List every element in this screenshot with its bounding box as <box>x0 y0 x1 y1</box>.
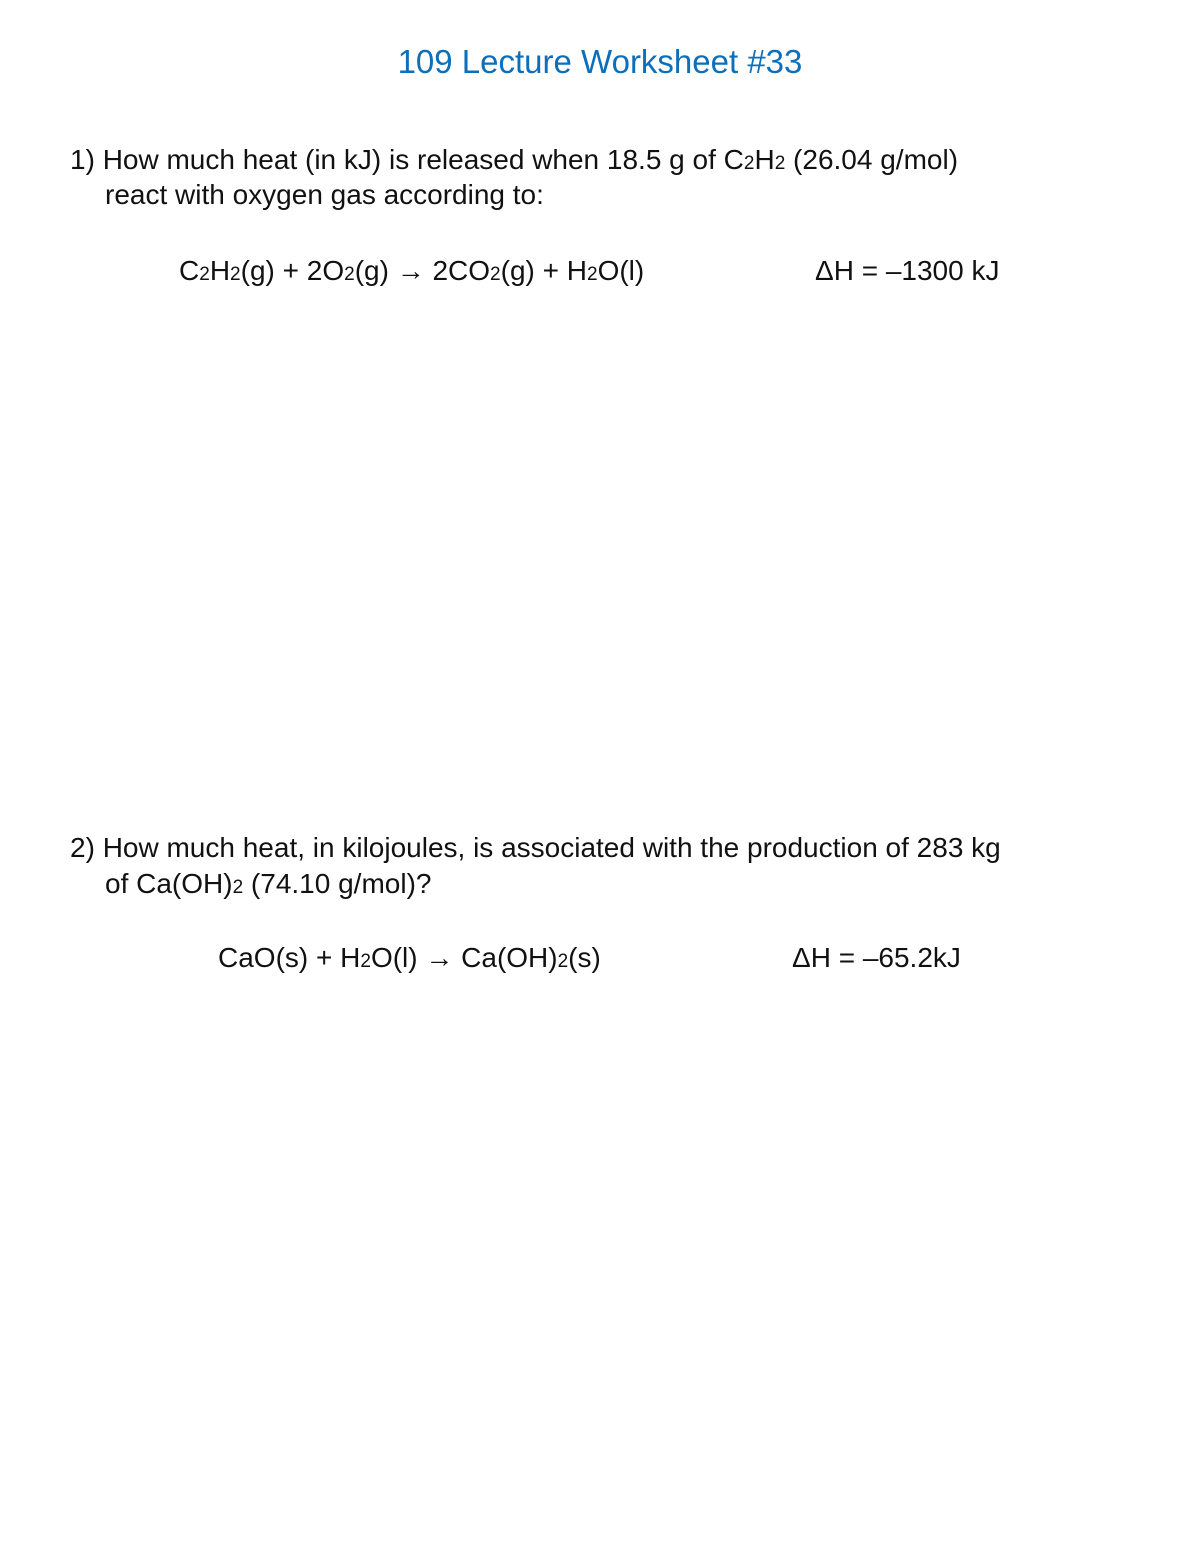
equation-part: C <box>179 255 200 286</box>
question-2-line-1 <box>70 831 1001 865</box>
question-1-text-c: (26.04 g/mol) <box>785 144 959 175</box>
subscript: 2 <box>199 264 210 285</box>
question-1-number: 1) <box>70 144 95 175</box>
equation-part: (g) + H <box>500 255 587 286</box>
question-2-number: 2) <box>70 832 95 863</box>
question-1-line-2: react with oxygen gas according to: <box>105 179 544 210</box>
equation-part: O(l) → Ca(OH) <box>370 942 558 973</box>
subscript: 2 <box>360 951 371 972</box>
question-2-text-b: (74.10 g/mol)? <box>243 868 432 899</box>
equation-part: O(l) <box>597 255 645 286</box>
question-2-equation <box>218 941 601 979</box>
question-2-line-2 <box>105 867 431 905</box>
question-1-equation <box>179 254 644 292</box>
question-1-text-a: How much heat (in kJ) is released when 18.5 g of C <box>102 144 744 175</box>
equation-part: CaO(s) + H <box>218 942 361 973</box>
question-1-line-1 <box>70 143 958 181</box>
subscript: 2 <box>232 877 244 898</box>
subscript: 2 <box>743 153 755 174</box>
question-2-text-a: of Ca(OH) <box>105 868 233 899</box>
subscript: 2 <box>490 264 501 285</box>
equation-part: H <box>209 255 231 286</box>
subscript: 2 <box>557 951 569 972</box>
equation-part: (g) + 2O <box>240 255 345 286</box>
page-title: 109 Lecture Worksheet #33 <box>397 43 803 80</box>
subscript: 2 <box>230 264 241 285</box>
subscript: 2 <box>586 264 598 285</box>
subscript: 2 <box>774 153 786 174</box>
equation-part: (s) <box>568 942 601 973</box>
equation-part: (g) → 2CO <box>354 255 491 286</box>
question-2-delta-h: ΔH = –65.2kJ <box>792 942 961 973</box>
subscript: 2 <box>344 264 355 285</box>
question-1-delta-h: ΔH = –1300 kJ <box>815 255 1000 286</box>
question-2-text: How much heat, in kilojoules, is associated with the production of 283 kg <box>102 832 1001 863</box>
question-1-text-b: H <box>754 144 775 175</box>
